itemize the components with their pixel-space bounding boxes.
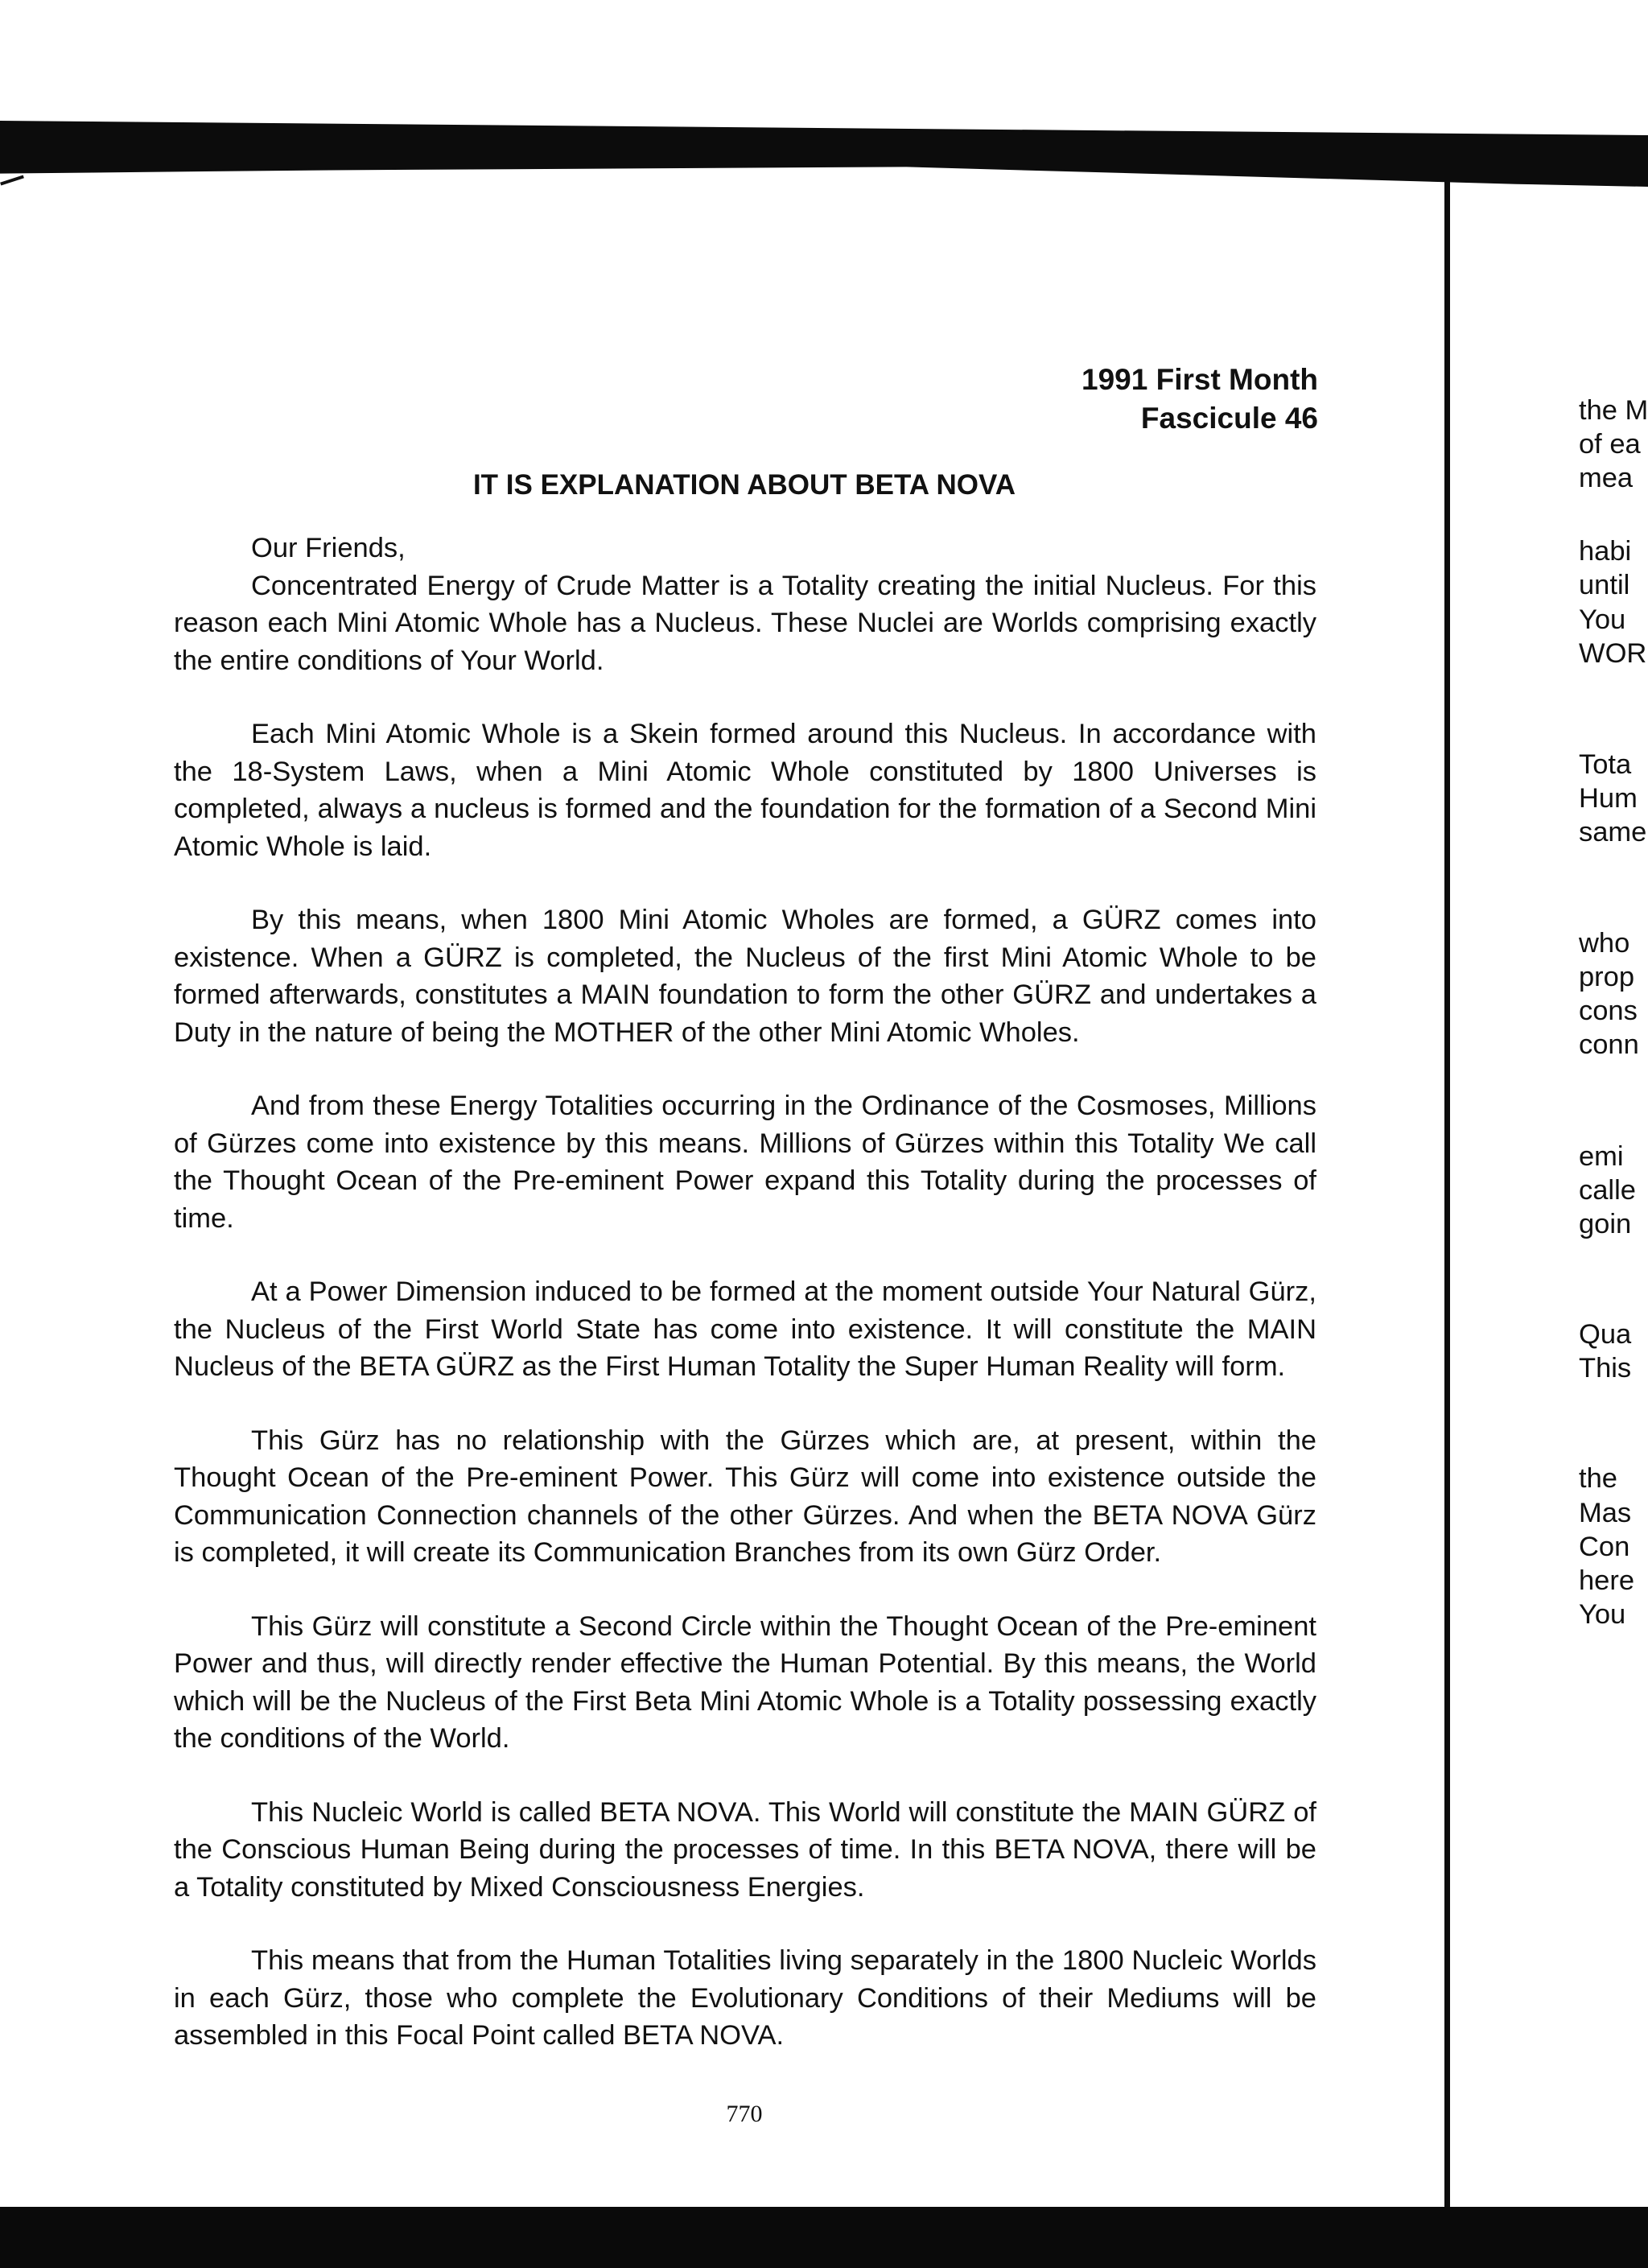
facing-page-line: who — [1579, 928, 1630, 959]
page-title: IT IS EXPLANATION ABOUT BETA NOVA — [472, 469, 1016, 501]
paragraph: Concentrated Energy of Crude Matter is a Totality creating the initial Nucleus. For this reason each Mini Atomic Whole has a Nucleus. These Nuclei are Worlds comprising exactly the entire conditions of Your World. — [174, 570, 1316, 676]
paragraph: This means that from the Human Totalities living separately in the 1800 Nucleic Worlds in each Gürz, those who complete the Evolutionary Conditions of their Mediums will be assembled in this Focal Point called BETA NOVA. — [174, 1945, 1316, 2051]
facing-page-line: Tota — [1579, 749, 1632, 780]
facing-page-line: mea — [1579, 463, 1634, 493]
facing-page-line: Qua — [1579, 1319, 1632, 1350]
facing-page-line: here — [1579, 1565, 1635, 1596]
facing-page-line: You — [1579, 1599, 1626, 1630]
scan-top-border — [0, 121, 1648, 187]
facing-page-line: the M — [1579, 395, 1648, 426]
facing-page-line: of ea — [1579, 429, 1641, 460]
paragraph: At a Power Dimension induced to be formed at the moment outside Your Natural Gürz, the Nucleus of the First World State has come into existence. It will constitute the MAIN Nucleus of the BETA GÜRZ as the First Human Totality the Super Human Reality will form. — [174, 1276, 1316, 1382]
paragraph: Each Mini Atomic Whole is a Skein formed around this Nucleus. In accordance with the 18-System Laws, when a Mini Atomic Whole constituted by 1800 Universes is completed, always a nucleus is formed and the foundation for the formation of a Second Mini Atomic Whole is laid. — [174, 719, 1316, 862]
page-header — [1082, 361, 1318, 438]
facing-page-line: goin — [1579, 1209, 1632, 1239]
facing-page-line: same — [1579, 817, 1647, 847]
facing-page-line: emi — [1579, 1141, 1624, 1172]
facing-page-line: This — [1579, 1353, 1632, 1383]
facing-page-line: conn — [1579, 1029, 1639, 1060]
paragraph: This Gürz will constitute a Second Circle within the Thought Ocean of the Pre-eminent Power and thus, will directly render effective the Human Potential. By this means, the World which will be the Nucleus of the First Beta Mini Atomic Whole is a Totality possessing exactly the conditions of the World. — [174, 1610, 1316, 1754]
paragraph: And from these Energy Totalities occurring in the Ordinance of the Cosmoses, Millions of Gürzes come into existence by this means. Millions of Gürzes within this Totality We call the Thought Ocean of the Pre-eminent Power expand this Totality during the processes of time. — [174, 1091, 1316, 1234]
book-spine-line — [1444, 181, 1450, 2209]
greeting: Our Friends, — [251, 533, 406, 563]
facing-page-line: the — [1579, 1463, 1617, 1494]
message-body — [174, 530, 1316, 2091]
facing-page-line: habi — [1579, 536, 1632, 567]
facing-page-line: Con — [1579, 1532, 1630, 1562]
facing-page-fragment — [1579, 0, 1648, 2205]
scan-mark — [0, 175, 24, 185]
paragraph: By this means, when 1800 Mini Atomic Wholes are formed, a GÜRZ comes into existence. When a GÜRZ is completed, the Nucleus of the first Mini Atomic Whole to be formed afterwards, constitutes a MAIN foundation to form the other GÜRZ and undertakes a Duty in the nature of being the MOTHER of the other Mini Atomic Wholes. — [174, 905, 1316, 1048]
header-fascicule: Fascicule 46 — [1140, 402, 1318, 435]
facing-page-line: You — [1579, 604, 1626, 635]
page-number: 770 — [726, 2101, 763, 2127]
facing-page-line: Mas — [1579, 1498, 1632, 1528]
header-date: 1991 First Month — [1082, 363, 1318, 396]
facing-page-line: prop — [1579, 962, 1635, 992]
facing-page-line: Hum — [1579, 783, 1638, 814]
facing-page-line: until — [1579, 570, 1630, 600]
facing-page-line: cons — [1579, 996, 1638, 1026]
facing-page-line: calle — [1579, 1175, 1636, 1206]
paragraph: This Nucleic World is called BETA NOVA. This World will constitute the MAIN GÜRZ of the Conscious Human Being during the processes of time. In this BETA NOVA, there will be a Totality constituted by Mixed Consciousness Energies. — [174, 1796, 1316, 1903]
facing-page-line: WOR — [1579, 638, 1647, 669]
paragraph: This Gürz has no relationship with the Gürzes which are, at present, within the Thought Ocean of the Pre-eminent Power. This Gürz will come into existence outside the Communication Connection channels of the other Gürzes. And when the BETA NOVA Gürz is completed, it will create its Communication Branches from its own Gürz Order. — [174, 1425, 1316, 1568]
scan-bottom-border — [0, 2207, 1648, 2268]
